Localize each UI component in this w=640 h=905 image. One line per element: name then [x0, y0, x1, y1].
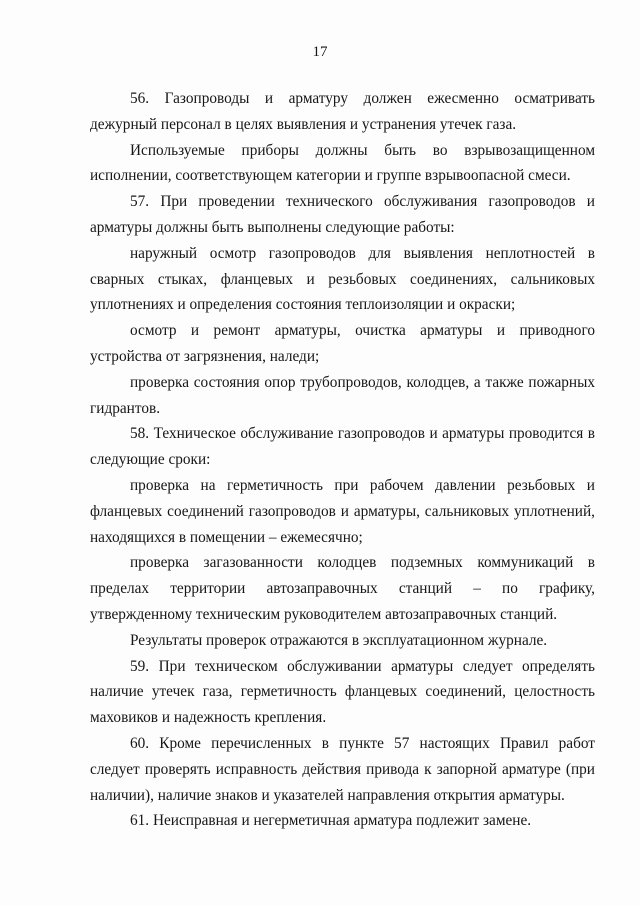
paragraph-instruments: Используемые приборы должны быть во взрывозащищенном исполнении, соответствующем категории и группе взрывоопасной смеси.: [90, 141, 595, 185]
paragraph-57: 57. При проведении технического обслуживания газопроводов и арматуры должны быть выполнены следующие работы:: [90, 193, 595, 236]
document-body: [90, 86, 595, 834]
paragraph-58: 58. Техническое обслуживание газопроводов и арматуры проводится в следующие сроки:: [90, 425, 595, 469]
paragraph-gas-contamination-check: проверка загазованности колодцев подземных коммуникаций в пределах территории автозаправочных станций – по графику, утвержденному техническим руководителем автозаправочных станций.: [90, 554, 595, 623]
paragraph-61: 61. Неисправная и негерметичная арматура подлежит замене.: [130, 812, 532, 830]
paragraph-60: 60. Кроме перечисленных в пункте 57 настоящих Правил работ следует проверять исправность действия привода к запорной арматуре (при наличии), наличие знаков и указателей направления открытия арматуры.: [90, 734, 595, 804]
paragraph-external-inspection: наружный осмотр газопроводов для выявления неплотностей в сварных стыках, фланцевых и резьбовых соединениях, сальниковых уплотнениях и определения состояния теплоизоляции и окраски;: [90, 244, 595, 314]
paragraph-56: 56. Газопроводы и арматуру должен ежесменно осматривать дежурный персонал в целях выявления и устранения утечек газа.: [90, 90, 595, 133]
paragraph-59: 59. При техническом обслуживании арматуры следует определять наличие утечек газа, герметичность фланцевых соединений, целостность маховиков и надежность крепления.: [90, 657, 595, 727]
paragraph-tightness-check: проверка на герметичность при рабочем давлении резьбовых и фланцевых соединений газопроводов и арматуры, сальниковых уплотнений, находящихся в помещении – ежемесячно;: [90, 476, 595, 546]
page-number: 17: [312, 44, 328, 60]
paragraph-supports-check: проверка состояния опор трубопроводов, колодцев, а также пожарных гидрантов.: [90, 373, 595, 417]
paragraph-fittings-repair: осмотр и ремонт арматуры, очистка арматуры и приводного устройства от загрязнения, наледи;: [90, 322, 595, 365]
paragraph-log-results: Результаты проверок отражаются в эксплуатационном журнале.: [130, 631, 548, 649]
